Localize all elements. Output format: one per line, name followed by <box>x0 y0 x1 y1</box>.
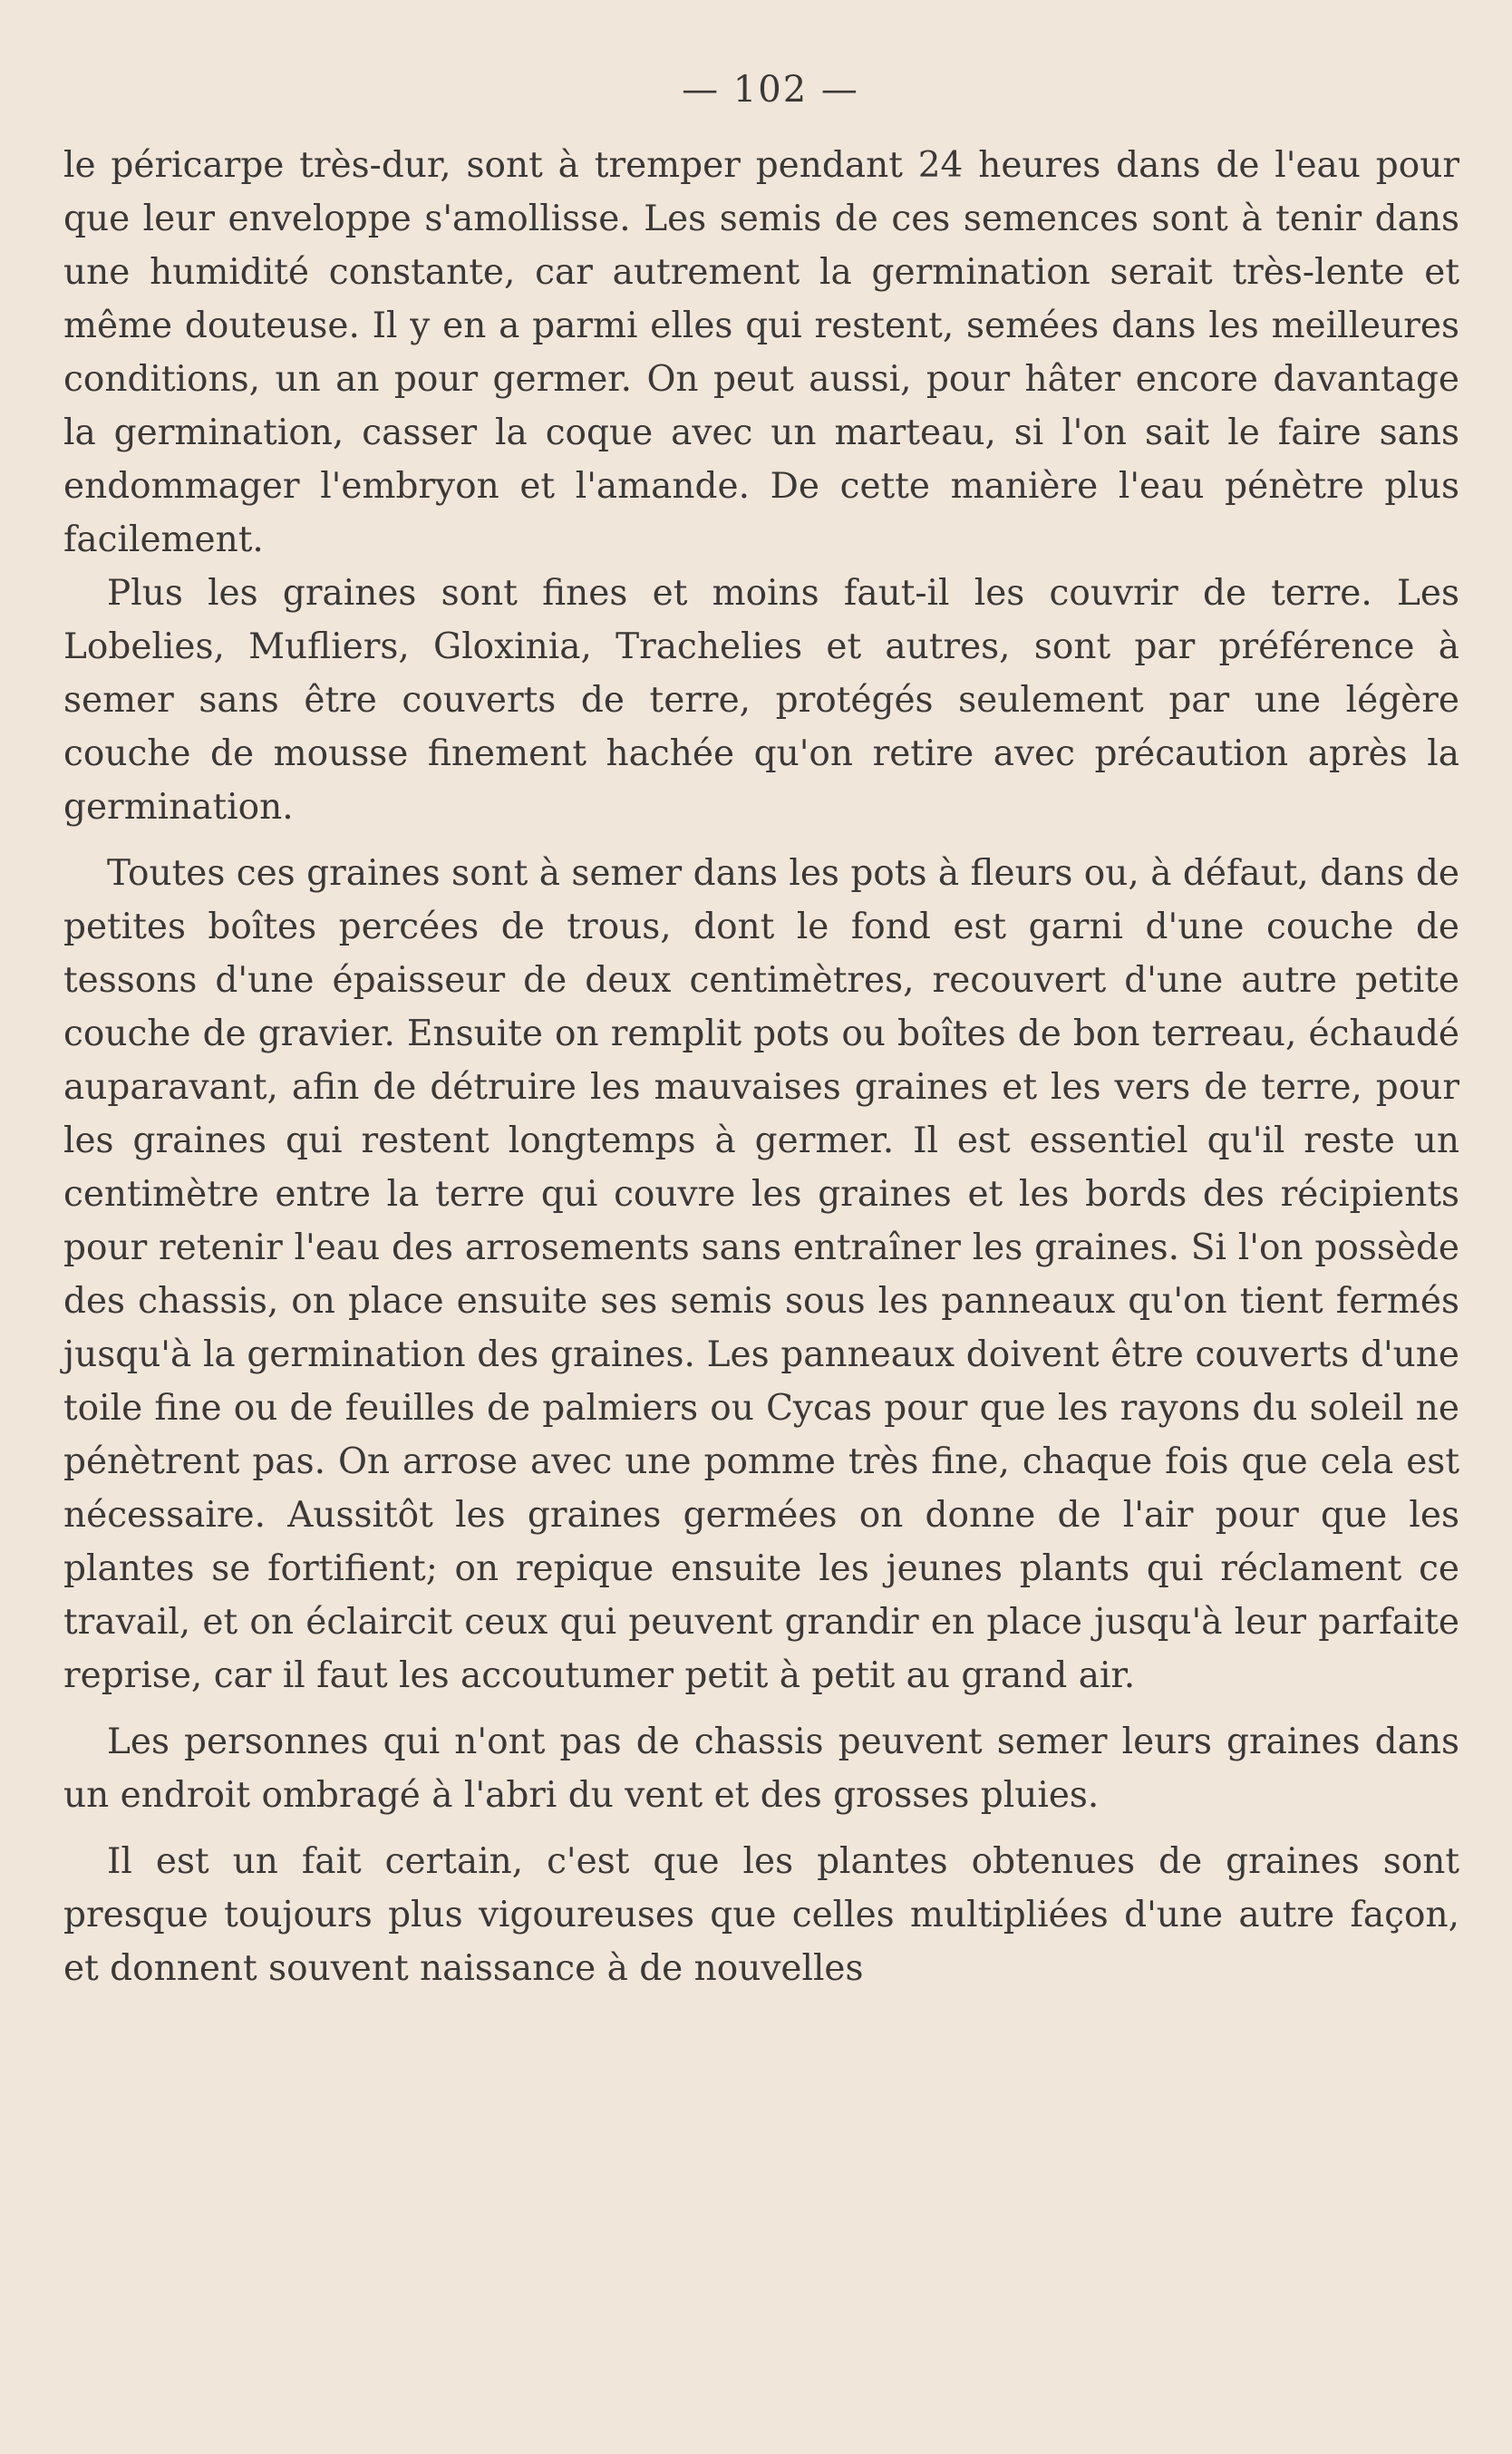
paragraph-2: Plus les graines sont fines et moins faut-il les couvrir de terre. Les Lobelies, Mufliers, Gloxinia, Trachelies et autres, sont par préférence à semer sans être couverts de terre, protégés seulement par une légère couche de mousse finement hachée qu'on retire avec précaution après la germination. <box>63 573 1459 828</box>
paragraph-1: le péricarpe très-dur, sont à tremper pendant 24 heures dans de l'eau pour que leur enveloppe s'amollisse. Les semis de ces semences sont à tenir dans une humidité constante, car autrement la germination serait très-lente et même douteuse. Il y en a parmi elles qui restent, semées dans les meilleures conditions, un an pour germer. On peut aussi, pour hâter encore davantage la germination, casser la coque avec un marteau, si l'on sait le faire sans endommager l'embryon et l'amande. De cette manière l'eau pénètre plus facilement. <box>63 145 1459 560</box>
page-number: — 102 — <box>682 69 859 111</box>
book-page <box>63 63 1459 2420</box>
paragraph-3: Toutes ces graines sont à semer dans les pots à fleurs ou, à défaut, dans de petites boîtes percées de trous, dont le fond est garni d'une couche de tessons d'une épaisseur de deux centimètres, recouvert d'une autre petite couche de gravier. Ensuite on remplit pots ou boîtes de bon terreau, échaudé auparavant, afin de détruire les mauvaises graines et les vers de terre, pour les graines qui restent longtemps à germer. Il est essentiel qu'il reste un centimètre entre la terre qui couvre les graines et les bords des récipients pour retenir l'eau des arrosements sans entraîner les graines. Si l'on possède des chassis, on place ensuite ses semis sous les panneaux qu'on tient fermés jusqu'à la germination des graines. Les panneaux doivent être couverts d'une toile fine ou de feuilles de palmiers ou Cycas pour que les rayons du soleil ne pénètrent pas. On arrose avec une pomme très fine, chaque fois que cela est nécessaire. Aussitôt les graines germées on donne de l'air pour que les plantes se fortifient; on repique ensuite les jeunes plants qui réclament ce travail, et on éclaircit ceux qui peuvent grandir en place jusqu'à leur parfaite reprise, car il faut les accoutumer petit à petit au grand air. <box>63 853 1459 1696</box>
paragraph-4: Les personnes qui n'ont pas de chassis peuvent semer leurs graines dans un endroit ombragé à l'abri du vent et des grosses pluies. <box>63 1722 1459 1816</box>
paragraph-5: Il est un fait certain, c'est que les plantes obtenues de graines sont presque toujours plus vigoureuses que celles multipliées d'une autre façon, et donnent souvent naissance à de nouvelles <box>63 1841 1459 1989</box>
